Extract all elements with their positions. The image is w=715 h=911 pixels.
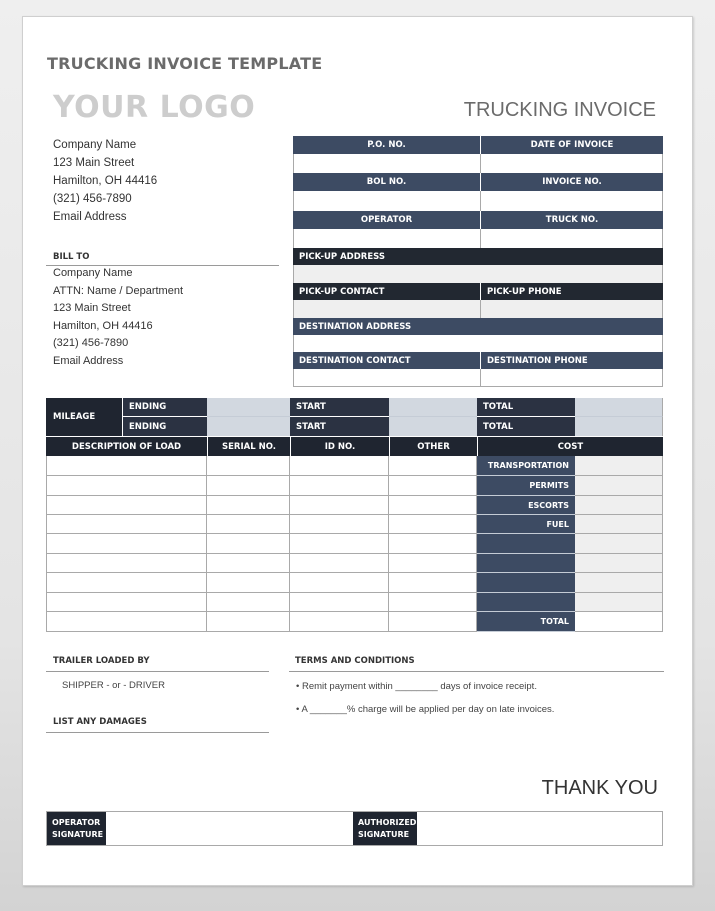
mileage-total-label-1: TOTAL [477,398,575,416]
cost-total-field[interactable] [575,612,663,632]
operator-signature-label [47,812,106,845]
sender-street[interactable]: 123 Main Street [53,157,135,169]
bill-to-street[interactable]: 123 Main Street [53,302,131,314]
mileage-start-label-1: START [290,398,389,416]
cost-label [477,554,575,573]
bill-to-label: BILL TO [53,252,90,262]
operator-header: OPERATOR [293,211,480,229]
destination-phone-header: DESTINATION PHONE [481,352,663,369]
serial-no-cell[interactable] [207,534,290,554]
pickup-address-header: PICK-UP ADDRESS [293,248,663,265]
cost-label [477,573,575,593]
bill-to-city[interactable]: Hamilton, OH 44416 [53,319,153,332]
mileage-total-field-2[interactable] [575,417,663,436]
mileage-ending-field-1[interactable] [207,398,290,417]
description-cell[interactable] [46,496,207,515]
mileage-start-label-2: START [290,417,389,436]
id-no-header: ID NO. [291,437,389,456]
mileage-ending-field-2[interactable] [207,417,290,436]
other-cell[interactable] [389,515,477,534]
serial-no-cell[interactable] [207,573,290,593]
po-no-field[interactable] [293,154,481,173]
id-no-cell[interactable] [290,554,389,573]
bol-no-field[interactable] [293,191,481,211]
cost-value-field[interactable] [575,534,663,554]
cost-value-field[interactable] [575,456,663,476]
serial-no-cell[interactable] [207,456,290,476]
destination-address-field[interactable] [293,335,663,352]
terms-divider [289,671,664,672]
description-cell[interactable] [46,456,207,476]
truck-no-field[interactable] [481,229,663,248]
id-no-cell[interactable] [290,456,389,476]
destination-contact-header: DESTINATION CONTACT [293,352,480,369]
pickup-contact-field[interactable] [293,300,481,318]
cost-label: TOTAL [477,612,575,632]
cost-label [477,593,575,612]
sender-email[interactable]: Email Address [53,211,127,223]
document-title: TRUCKING INVOICE TEMPLATE [47,54,323,73]
id-no-cell[interactable] [290,593,389,612]
bill-to-address [53,265,183,370]
destination-address-header: DESTINATION ADDRESS [293,318,663,335]
bol-no-header: BOL NO. [293,173,480,191]
serial-no-cell[interactable] [207,612,290,632]
description-cell[interactable] [46,612,207,632]
mileage-ending-label-1: ENDING [123,398,207,416]
sender-address [53,136,157,226]
cost-label: PERMITS [477,476,575,496]
operator-field[interactable] [293,229,481,248]
bill-to-phone[interactable]: (321) 456-7890 [53,337,129,349]
cost-value-field[interactable] [575,573,663,593]
pickup-phone-field[interactable] [481,300,663,318]
mileage-start-field-1[interactable] [389,398,477,417]
mileage-total-label-2: TOTAL [477,417,575,436]
description-cell[interactable] [46,534,207,554]
id-no-cell[interactable] [290,612,389,632]
other-header: OTHER [390,437,477,456]
cost-label: TRANSPORTATION [477,456,575,476]
cost-value-field[interactable] [575,593,663,612]
sender-city[interactable]: Hamilton, OH 44416 [53,175,158,187]
load-description-header: DESCRIPTION OF LOAD [46,437,207,456]
pickup-contact-header: PICK-UP CONTACT [293,283,480,300]
description-cell[interactable] [46,515,207,534]
terms-item-payment: • Remit payment within ________ days of invoice receipt. [296,681,537,692]
date-of-invoice-field[interactable] [481,154,663,173]
other-cell[interactable] [389,496,477,515]
serial-no-cell[interactable] [207,476,290,496]
invoice-no-header: INVOICE NO. [481,173,663,191]
description-cell[interactable] [46,593,207,612]
serial-no-cell[interactable] [207,515,290,534]
terms-label: TERMS AND CONDITIONS [295,656,415,666]
signature-row [46,811,663,846]
destination-phone-field[interactable] [481,369,663,387]
thank-you-text: THANK YOU [541,777,658,799]
description-cell[interactable] [46,573,207,593]
destination-contact-field[interactable] [293,369,481,387]
trailer-loaded-by-label: TRAILER LOADED BY [53,656,150,666]
id-no-cell[interactable] [290,573,389,593]
bill-to-attn[interactable]: ATTN: Name / Department [53,284,183,297]
bill-to-company[interactable]: Company Name [53,267,133,279]
operator-signature-label-line2: SIGNATURE [52,830,104,839]
trailer-loaded-by-value[interactable]: SHIPPER - or - DRIVER [62,680,165,691]
terms-item-late-charge: • A _______% charge will be applied per day on late invoices. [296,704,555,715]
cost-value-field[interactable] [575,554,663,573]
mileage-total-field-1[interactable] [575,398,663,417]
description-cell[interactable] [46,476,207,496]
truck-no-header: TRUCK NO. [481,211,663,229]
bill-to-email[interactable]: Email Address [53,354,124,367]
sender-phone[interactable]: (321) 456-7890 [53,193,132,205]
cost-value-field[interactable] [575,476,663,496]
cost-header: COST [478,437,663,456]
other-cell[interactable] [389,573,477,593]
id-no-cell[interactable] [290,476,389,496]
cost-label [477,534,575,554]
invoice-title: TRUCKING INVOICE [463,99,656,121]
id-no-cell[interactable] [290,515,389,534]
authorized-signature-label-line2: SIGNATURE [358,830,410,839]
description-cell[interactable] [46,554,207,573]
operator-signature-label-line1: OPERATOR [52,818,101,827]
cost-label: ESCORTS [477,496,575,515]
other-cell[interactable] [389,554,477,573]
authorized-signature-field[interactable] [417,812,662,845]
sender-company[interactable]: Company Name [53,139,137,151]
mileage-start-field-2[interactable] [389,417,477,436]
id-no-cell[interactable] [290,534,389,554]
id-no-cell[interactable] [290,496,389,515]
pickup-address-field[interactable] [293,265,663,283]
serial-no-cell[interactable] [207,554,290,573]
serial-no-header: SERIAL NO. [208,437,290,456]
authorized-signature-label [353,812,417,845]
serial-no-cell[interactable] [207,496,290,515]
invoice-no-field[interactable] [481,191,663,211]
cost-label: FUEL [477,515,575,534]
list-damages-label: LIST ANY DAMAGES [53,717,147,727]
po-no-header: P.O. NO. [293,136,480,154]
logo-placeholder: YOUR LOGO [53,90,256,125]
trailer-divider [46,671,269,672]
mileage-ending-label-2: ENDING [123,417,207,436]
damages-divider [46,732,269,733]
date-of-invoice-header: DATE OF INVOICE [481,136,663,154]
other-cell[interactable] [389,456,477,476]
operator-signature-field[interactable] [106,812,353,845]
other-cell[interactable] [389,476,477,496]
cost-value-field[interactable] [575,515,663,534]
cost-value-field[interactable] [575,496,663,515]
other-cell[interactable] [389,534,477,554]
serial-no-cell[interactable] [207,593,290,612]
other-cell[interactable] [389,612,477,632]
mileage-label: MILEAGE [46,398,122,436]
other-cell[interactable] [389,593,477,612]
authorized-signature-label-line1: AUTHORIZED [358,818,417,827]
pickup-phone-header: PICK-UP PHONE [481,283,663,300]
